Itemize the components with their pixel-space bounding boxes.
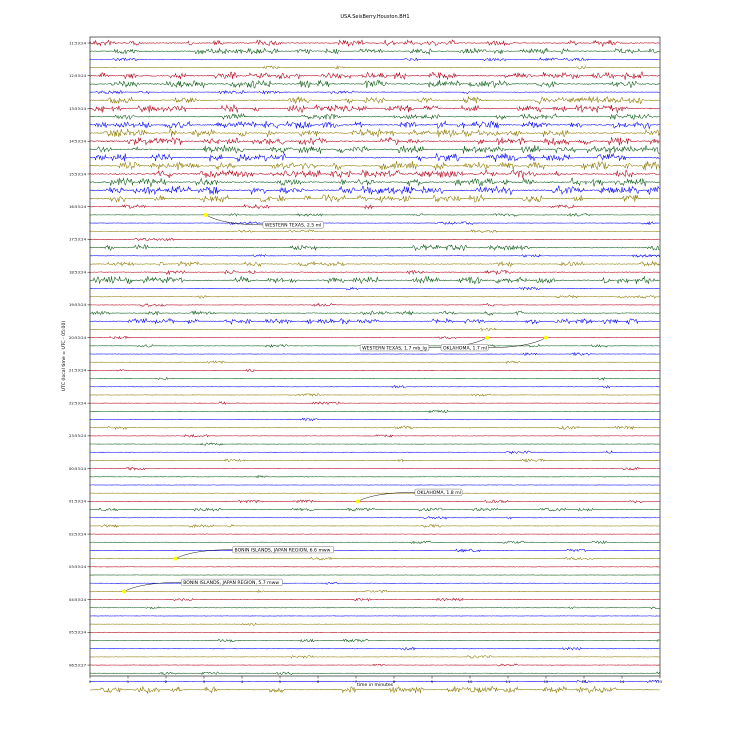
trace-line: [90, 459, 660, 461]
trace-line: [90, 402, 660, 405]
trace-line: [90, 58, 660, 61]
trace-line: [90, 476, 660, 478]
y-tick-label: 20:53:24: [68, 334, 86, 340]
x-tick-label: 7: [354, 679, 358, 684]
trace-line: [90, 410, 660, 412]
trace-line: [90, 353, 660, 356]
trace-line: [90, 664, 660, 666]
trace-line: [90, 48, 660, 54]
trace-line: [90, 318, 660, 324]
trace-line: [90, 303, 660, 306]
trace-line: [90, 598, 660, 601]
trace-line: [90, 451, 660, 454]
trace-line: [90, 186, 660, 195]
trace-line: [90, 517, 660, 519]
trace-line: [90, 145, 660, 154]
trace-line: [90, 655, 660, 658]
annotation-connector: [124, 582, 181, 591]
y-tick-label: 00:53:24: [68, 465, 86, 471]
y-tick-label: 18:53:24: [68, 269, 86, 275]
trace-line: [90, 178, 660, 187]
trace-line: [90, 525, 660, 528]
y-tick-label: 02:53:24: [68, 531, 86, 537]
y-axis-label: UTC (local time = UTC - 05:00): [62, 320, 67, 392]
event-marker: [174, 557, 178, 561]
annotation-connector: [206, 215, 263, 225]
trace-line: [90, 590, 660, 593]
annotation-label: OKLAHOMA, 1.8 ml: [416, 490, 461, 496]
trace-line: [90, 607, 660, 609]
trace-line: [90, 255, 660, 258]
trace-line: [90, 377, 660, 380]
trace-line: [90, 153, 660, 162]
y-tick-label: 04:53:24: [68, 596, 86, 602]
trace-line: [90, 270, 660, 274]
trace-line: [90, 121, 660, 129]
trace-line: [90, 205, 660, 209]
trace-line: [90, 639, 660, 642]
y-tick-label: 19:53:24: [68, 302, 86, 308]
y-tick-label: 15:53:24: [68, 171, 86, 177]
x-tick-label: 2: [164, 679, 168, 684]
trace-line: [90, 96, 660, 104]
event-marker: [485, 336, 489, 340]
trace-line: [90, 213, 660, 216]
trace-line: [90, 40, 660, 46]
trace-line: [90, 195, 660, 203]
y-axis-ticks: [69, 40, 90, 667]
event-marker: [544, 336, 548, 340]
x-tick-label: 10: [467, 679, 473, 684]
chart-title: USA.SeisBerry.Houston.BH1: [340, 14, 410, 20]
x-tick-label: 1: [126, 679, 130, 684]
trace-line: [90, 129, 660, 137]
trace-line: [90, 170, 660, 178]
trace-line: [90, 435, 660, 438]
trace-line: [90, 295, 660, 298]
trace-line: [90, 647, 660, 649]
x-tick-label: 9: [430, 679, 434, 684]
trace-line: [90, 418, 660, 420]
seismic-traces: [90, 40, 660, 693]
trace-line: [90, 672, 660, 675]
x-tick-label: 12: [543, 679, 549, 684]
trace-line: [90, 287, 660, 290]
x-axis-label: time in minutes: [356, 683, 394, 688]
y-tick-label: 21:53:24: [68, 367, 86, 373]
trace-line: [90, 114, 660, 120]
event-marker: [122, 589, 126, 593]
trace-line: [90, 426, 660, 429]
y-tick-label: 12:53:24: [68, 73, 86, 79]
y-tick-label: 11:53:24: [68, 40, 86, 46]
x-tick-label: 15: [657, 679, 663, 684]
trace-line: [90, 245, 660, 251]
trace-line: [90, 549, 660, 552]
trace-line: [90, 467, 660, 470]
y-tick-label: 16:53:24: [68, 204, 86, 209]
x-tick-label: 13: [581, 679, 587, 684]
x-tick-label: 5: [278, 679, 282, 684]
trace-line: [90, 369, 660, 371]
annotation-label: WESTERN TEXAS, 1.7 mb_lg: [362, 346, 427, 352]
trace-line: [90, 500, 660, 503]
annotation-label: BONIN ISLANDS, JAPAN REGION, 6.6 mww: [234, 548, 331, 554]
trace-line: [90, 394, 660, 397]
event-marker: [204, 213, 208, 217]
annotation-label: BONIN ISLANDS, JAPAN REGION, 5.7 mww: [183, 580, 280, 586]
y-tick-label: 23:53:24: [68, 433, 86, 439]
x-tick-label: 6: [316, 679, 320, 684]
trace-line: [90, 336, 660, 339]
trace-line: [90, 161, 660, 170]
y-tick-label: 13:53:24: [68, 105, 86, 111]
y-tick-label: 06:53:27: [68, 662, 86, 668]
x-tick-label: 14: [619, 679, 625, 684]
trace-line: [90, 541, 660, 543]
y-tick-label: 03:53:24: [68, 564, 86, 570]
annotation-connector: [358, 492, 415, 501]
trace-line: [90, 80, 660, 88]
trace-line: [90, 508, 660, 511]
x-tick-label: 0: [88, 679, 92, 684]
trace-line: [90, 105, 660, 113]
annotation-connector: [176, 550, 233, 559]
x-tick-label: 4: [240, 679, 244, 684]
x-tick-label: 3: [202, 679, 206, 684]
y-tick-label: 17:53:24: [68, 236, 86, 242]
trace-line: [90, 276, 660, 284]
trace-line: [90, 72, 660, 80]
trace-line: [90, 623, 660, 625]
trace-line: [90, 361, 660, 363]
trace-line: [90, 91, 660, 94]
trace-line: [90, 230, 660, 233]
x-tick-label: 8: [392, 679, 396, 684]
trace-line: [90, 311, 660, 315]
annotation-label: OKLAHOMA, 1.7 ml: [443, 346, 488, 352]
trace-line: [90, 222, 660, 225]
event-marker: [356, 499, 360, 503]
trace-line: [90, 261, 660, 266]
trace-line: [90, 443, 660, 446]
x-tick-label: 11: [505, 679, 511, 684]
trace-line: [90, 137, 660, 145]
y-tick-label: 22:53:24: [68, 400, 86, 406]
trace-line: [90, 385, 660, 388]
trace-line: [90, 66, 660, 69]
trace-line: [90, 328, 660, 331]
annotation-label: WESTERN TEXAS, 2.5 ml: [264, 223, 322, 229]
y-tick-label: 01:53:24: [68, 498, 86, 504]
trace-line: [90, 238, 660, 241]
y-tick-label: 05:53:24: [68, 629, 86, 635]
y-tick-label: 14:53:24: [68, 138, 86, 144]
